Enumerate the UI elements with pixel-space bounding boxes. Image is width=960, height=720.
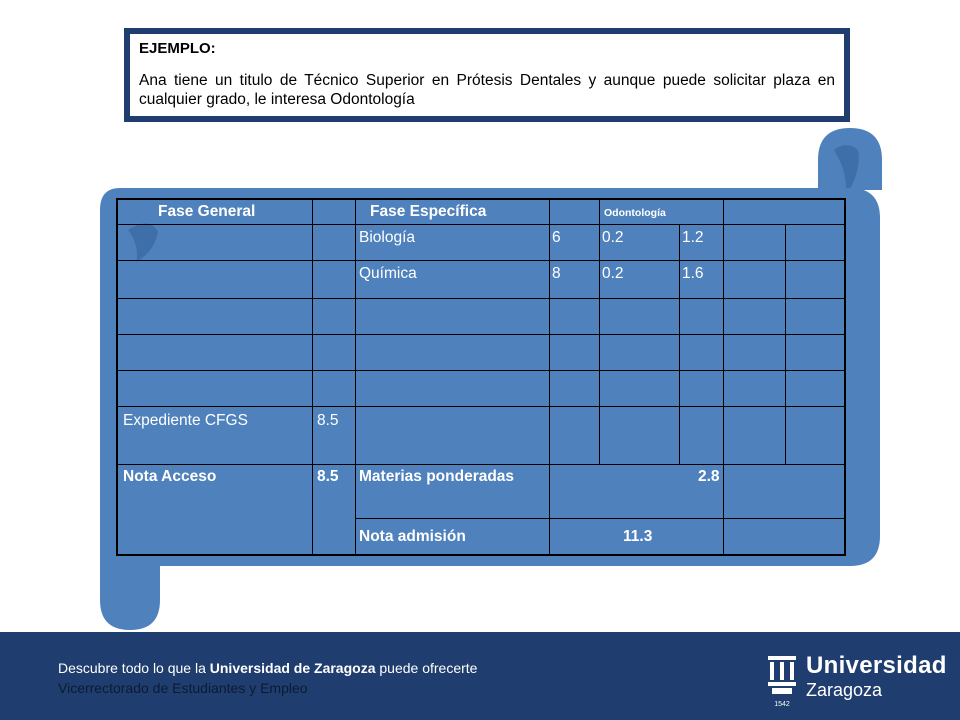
footer-department: Vicerrectorado de Estudiantes y Empleo [58, 680, 308, 696]
subject-1-name: Biología [359, 229, 416, 246]
footer-tagline-post: puede ofrecerte [375, 660, 478, 676]
footer-tagline-university: Universidad de Zaragoza [209, 660, 376, 676]
footer-tagline [58, 660, 477, 676]
nota-acceso-value: 8.5 [317, 468, 339, 485]
footer-tagline-pre: Descubre todo lo que la [58, 660, 210, 676]
nota-acceso-label: Nota Acceso [123, 468, 217, 485]
header-fase-general: Fase General [158, 203, 256, 220]
materias-ponderadas-value: 2.8 [698, 468, 720, 485]
subject-1-weight: 0.2 [602, 229, 624, 246]
logo-line1: Universidad [806, 652, 947, 679]
university-emblem-icon [764, 650, 800, 710]
nota-admision-label: Nota admisión [359, 528, 466, 545]
expediente-label: Expediente CFGS [123, 412, 248, 429]
logo-line2: Zaragoza [806, 680, 883, 700]
grade-table [116, 198, 846, 556]
expediente-value: 8.5 [317, 412, 339, 429]
subject-2-name: Química [359, 265, 417, 282]
subject-2-weighted: 1.6 [682, 265, 704, 282]
subject-2-grade: 8 [552, 265, 561, 282]
subject-2-weight: 0.2 [602, 265, 624, 282]
materias-ponderadas-label: Materias ponderadas [359, 468, 515, 485]
example-box [124, 28, 850, 122]
example-title: EJEMPLO: [139, 40, 216, 57]
header-grado: Odontología [604, 207, 666, 219]
subject-1-grade: 6 [552, 229, 561, 246]
university-logo [764, 650, 947, 710]
footer [0, 632, 960, 720]
subject-1-weighted: 1.2 [682, 229, 704, 246]
nota-admision-value: 11.3 [623, 528, 653, 545]
header-fase-especifica: Fase Específica [370, 203, 487, 220]
logo-year: 1542 [774, 701, 790, 708]
example-text: Ana tiene un titulo de Técnico Superior en Prótesis Dentales y aunque puede solicitar plaza en cualquier grado, le interesa Odontología [139, 72, 835, 108]
